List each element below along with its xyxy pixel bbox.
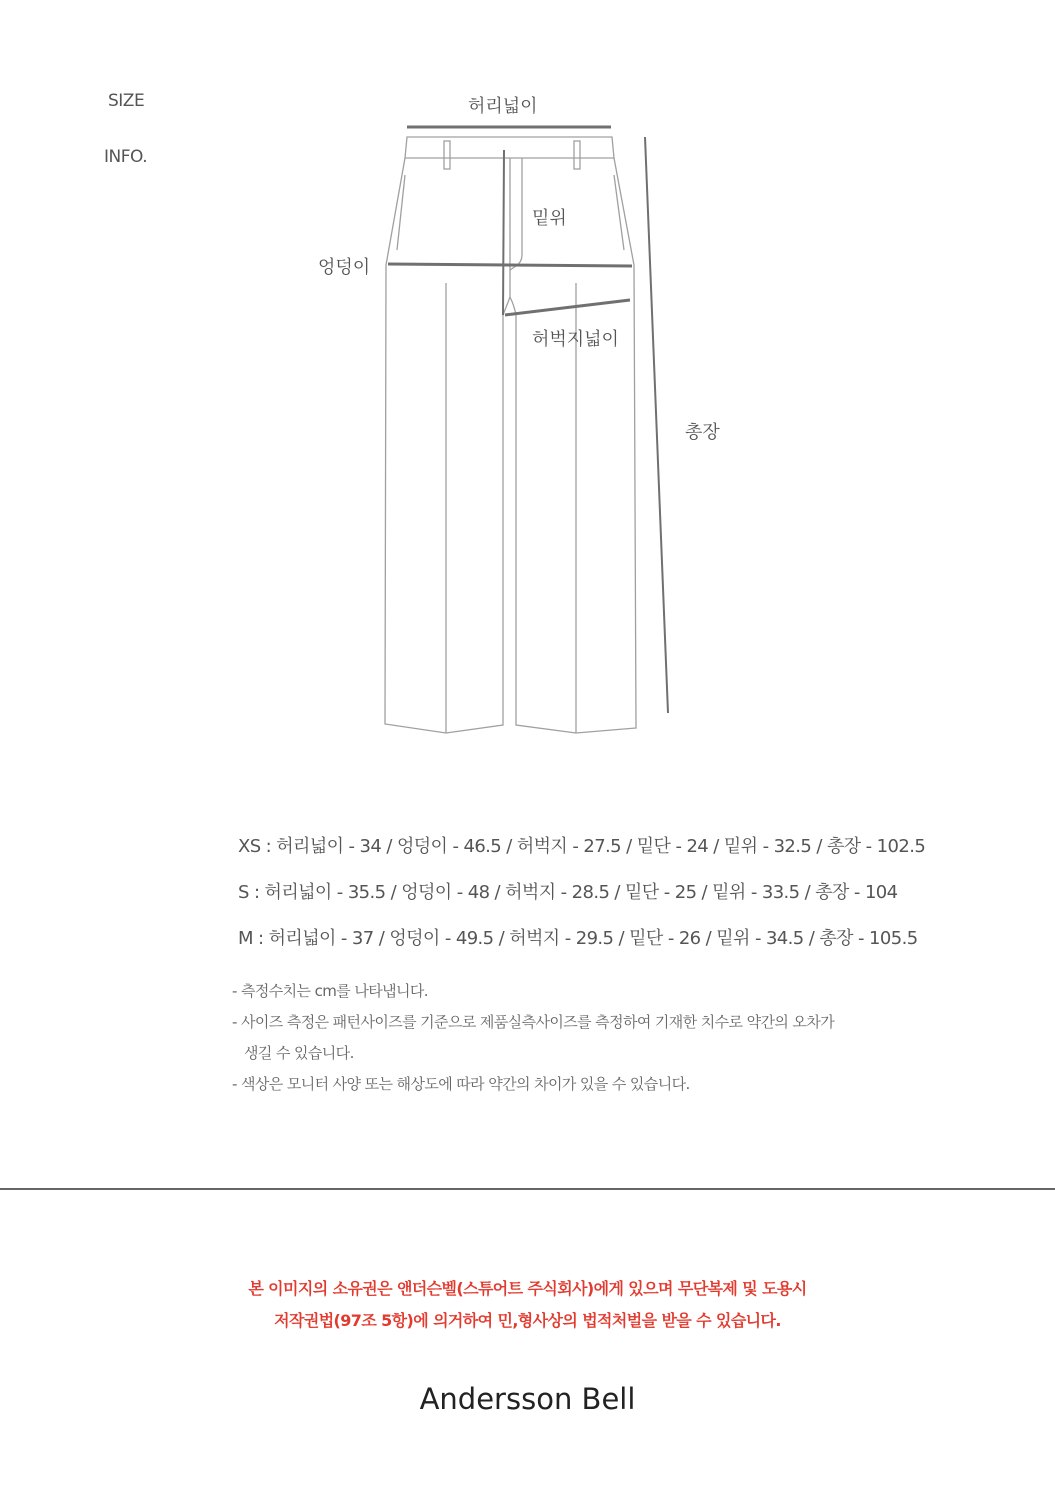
note-unit: - 측정수치는 cm를 나타냅니다. (232, 982, 428, 1000)
length-label: 총장 (685, 422, 720, 443)
rise-line (503, 150, 504, 315)
belt-loop-left (444, 141, 450, 169)
waist-label: 허리넓이 (468, 96, 538, 117)
crotch-curve (503, 297, 516, 315)
note-measurement: - 사이즈 측정은 패턴사이즈를 기준으로 제품실측사이즈를 측정하여 기재한 치수로 약간의 오차가 (232, 1013, 835, 1031)
note-color: - 색상은 모니터 사양 또는 해상도에 따라 약간의 차이가 있을 수 있습니다. (232, 1075, 690, 1093)
measurement-lines (388, 127, 668, 713)
thigh-line (505, 300, 630, 315)
note-measurement-cont: 생길 수 있습니다. (244, 1044, 354, 1062)
hip-label: 엉덩이 (318, 257, 371, 278)
copyright-line-2: 저작권법(97조 5항)에 의거하여 민,형사상의 법적처벌을 받을 수 있습니다. (274, 1311, 781, 1330)
size-spec-s: S : 허리넓이 - 35.5 / 엉덩이 - 48 / 허벅지 - 28.5 / 밑단 - 25 / 밑위 - 33.5 / 총장 - 104 (238, 882, 898, 903)
section-divider (0, 1188, 1055, 1190)
brand-logo-text: Andersson Bell (419, 1382, 636, 1416)
pocket-left (397, 175, 405, 250)
belt-loop-right (574, 141, 580, 169)
size-spec-xs: XS : 허리넓이 - 34 / 엉덩이 - 46.5 / 허벅지 - 27.5 / 밑단 - 24 / 밑위 - 32.5 / 총장 - 102.5 (238, 836, 926, 857)
pants-outline (385, 137, 636, 733)
hip-line (388, 264, 632, 266)
left-leg (385, 158, 503, 733)
size-spec-m: M : 허리넓이 - 37 / 엉덩이 - 49.5 / 허벅지 - 29.5 / 밑단 - 26 / 밑위 - 34.5 / 총장 - 105.5 (238, 928, 918, 949)
fly-stitch (510, 158, 522, 270)
thigh-label: 허벅지넓이 (532, 329, 619, 350)
length-line (645, 137, 668, 713)
size-label: SIZE (108, 91, 145, 111)
waistband (405, 137, 614, 158)
info-label: INFO. (104, 147, 148, 167)
copyright-line-1: 본 이미지의 소유권은 앤더슨벨(스튜어트 주식회사)에게 있으며 무단복제 및 도용시 (248, 1279, 807, 1298)
rise-label: 밑위 (532, 208, 567, 229)
